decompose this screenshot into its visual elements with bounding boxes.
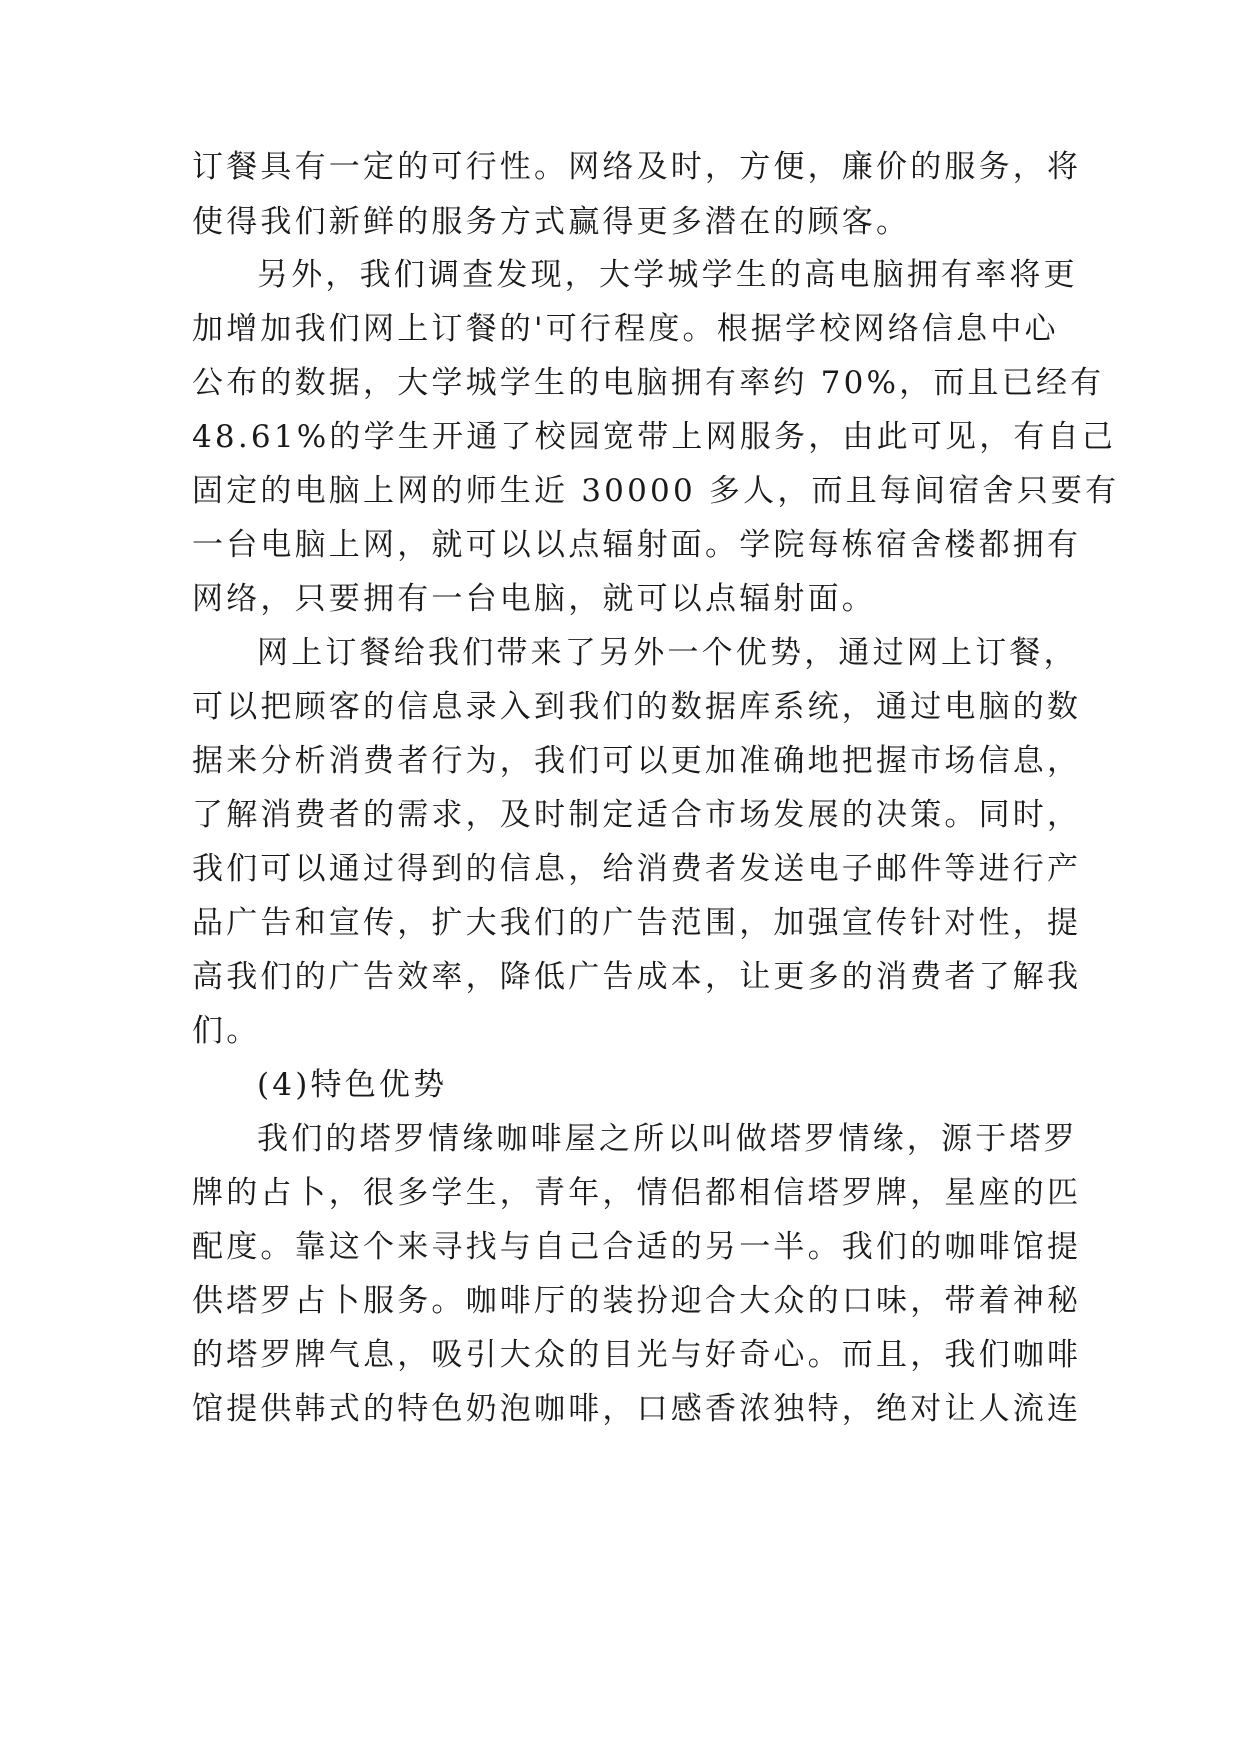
text-line: 的塔罗牌气息，吸引大众的目光与好奇心。而且，我们咖啡: [192, 1337, 1082, 1373]
text-line: 可以把顾客的信息录入到我们的数据库系统，通过电脑的数: [192, 689, 1082, 725]
paragraph-first-line: 网上订餐给我们带来了另外一个优势，通过网上订餐，: [257, 635, 1078, 671]
text-line: 订餐具有一定的可行性。网络及时，方便，廉价的服务，将: [192, 149, 1082, 185]
text-line: 我们可以通过得到的信息，给消费者发送电子邮件等进行产: [192, 851, 1082, 887]
text-line: 网络，只要拥有一台电脑，就可以点辐射面。: [192, 581, 876, 617]
text-line: 高我们的广告效率，降低广告成本，让更多的消费者了解我: [192, 959, 1082, 995]
paragraph-first-line: 另外，我们调查发现，大学城学生的高电脑拥有率将更: [257, 257, 1078, 293]
text-line: 们。: [192, 1013, 261, 1049]
text-line: 牌的占卜，很多学生，青年，情侣都相信塔罗牌，星座的匹: [192, 1175, 1082, 1211]
text-line: 48.61%的学生开通了校园宽带上网服务，由此可见，有自己: [192, 419, 1117, 455]
text-line: 配度。靠这个来寻找与自己合适的另一半。我们的咖啡馆提: [192, 1229, 1082, 1265]
text-line: 馆提供韩式的特色奶泡咖啡，口感香浓独特，绝对让人流连: [192, 1391, 1082, 1427]
section-heading: (4)特色优势: [257, 1067, 448, 1103]
text-line: 据来分析消费者行为，我们可以更加准确地把握市场信息，: [192, 743, 1082, 779]
text-line: 加增加我们网上订餐的'可行程度。根据学校网络信息中心: [192, 311, 1059, 347]
text-line: 使得我们新鲜的服务方式赢得更多潜在的顾客。: [192, 204, 911, 240]
text-line: 品广告和宣传，扩大我们的广告范围，加强宣传针对性，提: [192, 905, 1082, 941]
paragraph-first-line: 我们的塔罗情缘咖啡屋之所以叫做塔罗情缘，源于塔罗: [257, 1121, 1078, 1157]
text-line: 一台电脑上网，就可以以点辐射面。学院每栋宿舍楼都拥有: [192, 527, 1082, 563]
text-line: 供塔罗占卜服务。咖啡厅的装扮迎合大众的口味，带着神秘: [192, 1283, 1082, 1319]
text-line: 固定的电脑上网的师生近 30000 多人，而且每间宿舍只要有: [192, 473, 1120, 509]
text-line: 公布的数据，大学城学生的电脑拥有率约 70%，而且已经有: [192, 365, 1105, 401]
text-line: 了解消费者的需求，及时制定适合市场发展的决策。同时，: [192, 797, 1082, 833]
